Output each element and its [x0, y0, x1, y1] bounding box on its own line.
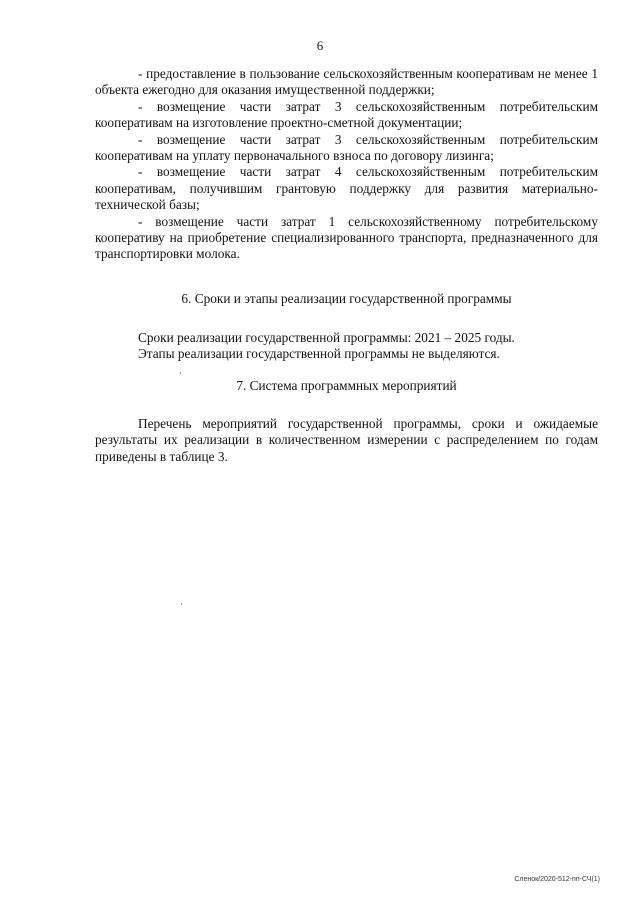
scan-speck — [180, 372, 181, 374]
list-item: - возмещение части затрат 1 сельскохозяйственному потребительскому кооперативу на приобретение специализированного транспорта, предназначенного для транспортировки молока. — [95, 213, 598, 262]
section-6-body — [95, 330, 598, 363]
measures-list — [95, 66, 598, 263]
section-7-heading: 7. Система программных мероприятий — [236, 378, 457, 393]
list-item: - возмещение части затрат 3 сельскохозяйственным потребительским кооперативам на изготовление проектно-сметной документации; — [95, 98, 598, 131]
list-item: - предоставление в пользование сельскохозяйственным кооперативам не менее 1 объекта ежегодно для оказания имущественной поддержки; — [95, 66, 598, 98]
list-item: - возмещение части затрат 4 сельскохозяйственным потребительским кооперативам, получившим грантовую поддержку для развития материально-технической базы; — [95, 164, 598, 213]
scan-speck — [181, 603, 182, 605]
section-6-timeframe: Сроки реализации государственной программы: 2021 – 2025 годы. — [138, 330, 515, 345]
page-number: 6 — [316, 38, 324, 53]
list-item: - возмещение части затрат 3 сельскохозяйственным потребительским кооперативам на уплату первоначального взноса по договору лизинга; — [95, 131, 598, 164]
section-6-stages: Этапы реализации государственной программы не выделяются. — [138, 346, 500, 362]
section-6-heading: 6. Сроки и этапы реализации государственной программы — [181, 291, 512, 306]
document-footer-code: Сленок/2020-512-пп-СЧ(1) — [514, 876, 600, 883]
section-7-body — [95, 416, 598, 465]
section-7-paragraph: Перечень мероприятий государственной программы, сроки и ожидаемые результаты их реализации в количественном измерении с распределением по годам приведены в таблице 3. — [95, 416, 598, 464]
